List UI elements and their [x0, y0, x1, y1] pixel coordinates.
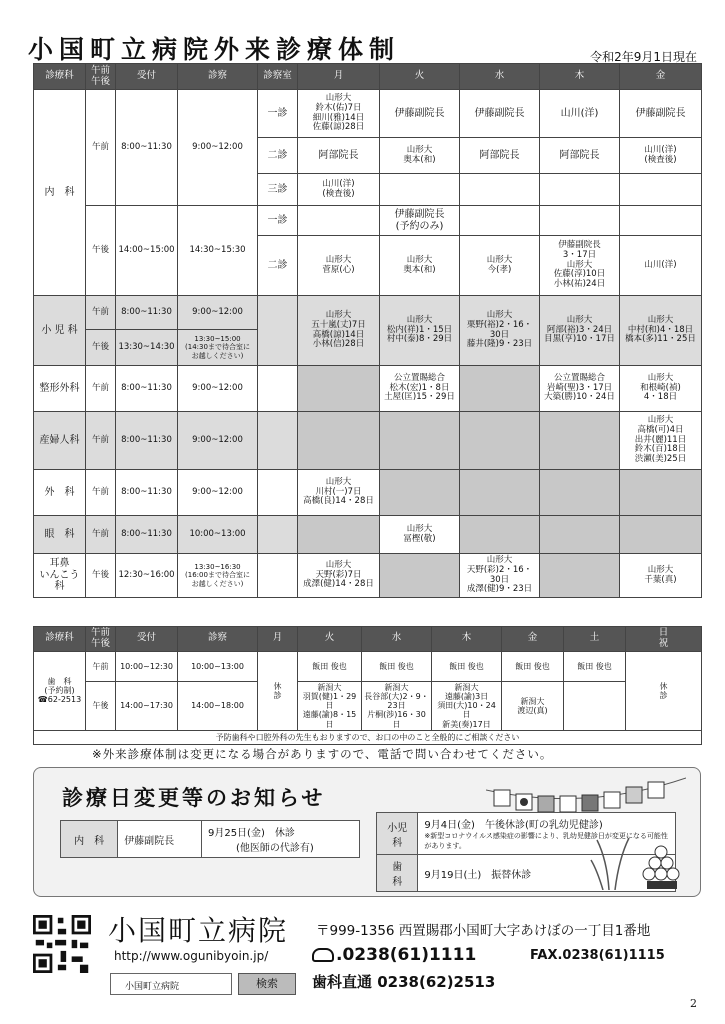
reception-time: 13:30~14:30 [116, 330, 178, 366]
table-row [34, 554, 702, 598]
header-sun: 日 祝 [626, 627, 702, 652]
table-row [34, 296, 702, 330]
schedule-cell: 山川(洋) (検査後) [620, 138, 702, 174]
schedule-cell: 山形大 天野(彩)7日 成澤(健)14・28日 [298, 554, 380, 598]
reception-time: 10:00~12:30 [116, 651, 178, 681]
reception-time: 12:30~16:00 [116, 554, 178, 598]
news-doctor: 伊藤副院長 [118, 821, 202, 858]
dental-note: 予防歯科や口腔外科の先生もおりますので、お口の中のこと全般的にご相談ください [34, 730, 702, 744]
schedule-cell: 山形大 中村(和)4・18日 橋本(多)11・25日 [620, 296, 702, 366]
schedule-cell [564, 681, 626, 730]
qr-code-icon[interactable] [33, 915, 91, 973]
room-label [258, 412, 298, 470]
schedule-cell: 公立置賜総合 松木(宏)1・8日 土屋(匡)15・29日 [380, 366, 460, 412]
reception-time: 8:00~11:30 [116, 366, 178, 412]
schedule-cell: 飯田 俊也 [362, 651, 432, 681]
schedule-cell: 阿部院長 [460, 138, 540, 174]
table-row [34, 730, 702, 744]
schedule-cell: 山形大 和根崎(禎) 4・18日 [620, 366, 702, 412]
table-row [34, 412, 702, 470]
search-input[interactable]: 小国町立病院 [110, 973, 232, 995]
schedule-cell [298, 206, 380, 236]
telephone [312, 945, 476, 965]
dept-shika: 歯 科 (予約制) ☎62-2513 [34, 651, 86, 730]
news-shika-text: 9月19日(土) 振替休診 [418, 855, 676, 892]
schedule-cell: 山形大 奥本(和) [380, 236, 460, 296]
schedule-cell: 山形大 阿部(裕)3・24日 目黒(亨)10・17日 [540, 296, 620, 366]
dept-ganka: 眼 科 [34, 516, 86, 554]
schedule-cell [298, 366, 380, 412]
ampm-label: 午後 [86, 681, 116, 730]
ampm-label: 午前 [86, 296, 116, 330]
news-dept-shika: 歯 科 [377, 855, 418, 892]
schedule-cell: 新潟大 渡辺(真) [502, 681, 564, 730]
news-dept-shonika: 小児科 [377, 813, 418, 855]
table-row [34, 470, 702, 516]
schedule-cell [540, 174, 620, 206]
footer [0, 905, 725, 1024]
schedule-cell: 阿部院長 [298, 138, 380, 174]
schedule-cell [460, 470, 540, 516]
schedule-cell: 飯田 俊也 [432, 651, 502, 681]
schedule-cell: 山形大 冨樫(敬) [380, 516, 460, 554]
news-date: 9月25日(金) 休診 [207, 828, 295, 839]
schedule-cell [460, 366, 540, 412]
schedule-cell: 飯田 俊也 [298, 651, 362, 681]
exam-time: 10:00~13:00 [178, 516, 258, 554]
schedule-cell [620, 516, 702, 554]
dept-geka: 外 科 [34, 470, 86, 516]
header-wed: 水 [460, 64, 540, 90]
header-room: 診察室 [258, 64, 298, 90]
schedule-cell [540, 412, 620, 470]
ampm-label: 午前 [86, 651, 116, 681]
header-ampm: 午前 午後 [86, 64, 116, 90]
table-row [34, 681, 702, 730]
schedule-cell: 伊藤副院長 [620, 90, 702, 138]
header-sat: 土 [564, 627, 626, 652]
schedule-cell [460, 412, 540, 470]
ampm-label: 午前 [86, 366, 116, 412]
telephone-icon [312, 948, 334, 962]
search-button[interactable]: 検索 [238, 973, 296, 995]
schedule-cell [620, 174, 702, 206]
exam-time: 9:00~12:00 [178, 470, 258, 516]
table-row [34, 90, 702, 138]
header-fri: 金 [502, 627, 564, 652]
schedule-cell [298, 516, 380, 554]
dental-schedule-table [33, 626, 702, 745]
schedule-cell: 伊藤副院長 3・17日 山形大 佐藤(淳)10日 小林(祐)24日 [540, 236, 620, 296]
schedule-cell [540, 516, 620, 554]
schedule-cell: 山形大 高橋(可)4日 出井(麗)11日 鈴木(百)18日 渋瀬(美)25日 [620, 412, 702, 470]
room-label [258, 516, 298, 554]
ampm-label: 午後 [86, 554, 116, 598]
room-label [258, 296, 298, 366]
table-header-row [34, 627, 702, 652]
schedule-cell: 山川(洋) [620, 236, 702, 296]
schedule-cell [460, 516, 540, 554]
reception-time: 8:00~11:30 [116, 296, 178, 330]
schedule-cell: 新潟大 羽賀(健)1・29日 遠藤(諭)8・15日 [298, 681, 362, 730]
news-naika-table [60, 820, 360, 858]
ampm-label: 午後 [86, 206, 116, 296]
schedule-cell [460, 174, 540, 206]
schedule-cell: 山形大 今(孝) [460, 236, 540, 296]
reception-time: 8:00~11:30 [116, 470, 178, 516]
exam-time: 9:00~12:00 [178, 366, 258, 412]
schedule-cell: 山川(洋) [540, 90, 620, 138]
room-label: 一診 [258, 206, 298, 236]
exam-time: 9:00~12:00 [178, 296, 258, 330]
ampm-label: 午前 [86, 90, 116, 206]
reception-time: 8:00~11:30 [116, 412, 178, 470]
news-heading: 診療日変更等のお知らせ [62, 786, 326, 810]
table-row [34, 516, 702, 554]
header-mon: 月 [298, 64, 380, 90]
dental-telephone: 歯科直通 0238(62)2513 [312, 973, 496, 991]
exam-time: 10:00~13:00 [178, 651, 258, 681]
schedule-cell: 山形大 菅原(心) [298, 236, 380, 296]
table-row [34, 651, 702, 681]
schedule-cell: 新潟大 長谷部(大)2・9・23日 片桐(渉)16・30日 [362, 681, 432, 730]
change-notice: ※外来診療体制は変更になる場合がありますので、電話で問い合わせてください。 [92, 747, 553, 761]
as-of-date: 令和2年9月1日現在 [590, 50, 697, 64]
schedule-cell [540, 206, 620, 236]
reception-time: 14:00~15:00 [116, 206, 178, 296]
header-wed: 水 [362, 627, 432, 652]
header-tue: 火 [298, 627, 362, 652]
pampas-grass-illustration [589, 830, 684, 890]
ampm-label: 午前 [86, 516, 116, 554]
room-label [258, 366, 298, 412]
reception-time: 8:00~11:30 [116, 516, 178, 554]
header-dept: 診療科 [34, 64, 86, 90]
ampm-label: 午後 [86, 330, 116, 366]
schedule-cell: 山形大 松内(祥)1・15日 村中(泰)8・29日 [380, 296, 460, 366]
schedule-cell [540, 554, 620, 598]
dept-sanfujin: 産婦人科 [34, 412, 86, 470]
room-label: 一診 [258, 90, 298, 138]
schedule-cell [380, 174, 460, 206]
header-fri: 金 [620, 64, 702, 90]
table-row [34, 206, 702, 236]
reception-time: 8:00~11:30 [116, 90, 178, 206]
schedule-cell: 山形大 天野(彩)2・16・30日 成澤(健)9・23日 [460, 554, 540, 598]
schedule-cell [298, 412, 380, 470]
closed-mon: 休 診 [258, 651, 298, 730]
header-exam: 診察 [178, 64, 258, 90]
dept-shonika: 小 児 科 [34, 296, 86, 366]
header-tue: 火 [380, 64, 460, 90]
dept-naika: 内 科 [34, 90, 86, 296]
schedule-cell: 新潟大 遠藤(諭)3日 須田(大)10・24日 新美(奏)17日 [432, 681, 502, 730]
news-dept-naika: 内 科 [61, 821, 118, 858]
fax-number: FAX.0238(61)1115 [530, 948, 665, 963]
telephone-number: .0238(61)1111 [336, 945, 477, 965]
hospital-name: 小国町立病院 [108, 914, 289, 947]
news-shonika-small: ※新型コロナウイルス感染症の影響により、乳幼児健診日が変更になる可能性があります。 [424, 832, 668, 850]
header-thu: 木 [540, 64, 620, 90]
exam-time: 13:30~16:30 (16:00まで待合室に お越しください) [178, 554, 258, 598]
schedule-cell: 山川(洋) (検査後) [298, 174, 380, 206]
website-url[interactable]: http://www.ogunibyoin.jp/ [114, 949, 269, 963]
schedule-cell: 飯田 俊也 [564, 651, 626, 681]
header-exam: 診察 [178, 627, 258, 652]
schedule-cell [540, 470, 620, 516]
exam-time: 9:00~12:00 [178, 412, 258, 470]
reception-time: 14:00~17:30 [116, 681, 178, 730]
exam-time: 14:30~15:30 [178, 206, 258, 296]
schedule-cell: 伊藤副院長 [380, 90, 460, 138]
page-number: 2 [690, 997, 697, 1010]
schedule-cell [460, 206, 540, 236]
exam-time: 13:30~15:00 (14:30まで待合室に お越しください) [178, 330, 258, 366]
header-mon: 月 [258, 627, 298, 652]
exam-time: 9:00~12:00 [178, 90, 258, 206]
schedule-cell: 山形大 千葉(真) [620, 554, 702, 598]
room-label [258, 470, 298, 516]
closed-sun: 休 診 [626, 651, 702, 730]
header-reception: 受付 [116, 627, 178, 652]
schedule-cell: 山形大 川村(一)7日 高橋(良)14・28日 [298, 470, 380, 516]
header-ampm: 午前 午後 [86, 627, 116, 652]
schedule-cell: 飯田 俊也 [502, 651, 564, 681]
schedule-cell: 山形大 鈴木(佑)7日 細川(雅)14日 佐藤(諒)28日 [298, 90, 380, 138]
table-header-row [34, 64, 702, 90]
header-reception: 受付 [116, 64, 178, 90]
header-dept: 診療科 [34, 627, 86, 652]
schedule-cell [620, 206, 702, 236]
address: 〒999-1356 西置賜郡小国町大字あけぼの一丁目1番地 [316, 923, 651, 939]
schedule-cell [380, 470, 460, 516]
schedule-cell: 公立置賜総合 岩崎(聖)3・17日 大築(勝)10・24日 [540, 366, 620, 412]
schedule-cell: 伊藤副院長 [460, 90, 540, 138]
schedule-cell: 阿部院長 [540, 138, 620, 174]
schedule-cell [380, 412, 460, 470]
schedule-cell: 伊藤副院長 (予約のみ) [380, 206, 460, 236]
room-label: 二診 [258, 138, 298, 174]
header-thu: 木 [432, 627, 502, 652]
ampm-label: 午前 [86, 412, 116, 470]
schedule-cell [380, 554, 460, 598]
news-note: (他医師の代診有) [235, 843, 314, 854]
table-row [34, 366, 702, 412]
dept-jibi: 耳鼻 いんこう科 [34, 554, 86, 598]
room-label: 三診 [258, 174, 298, 206]
ampm-label: 午前 [86, 470, 116, 516]
page-title: 小国町立病院外来診療体制 [28, 35, 401, 64]
schedule-cell [620, 470, 702, 516]
news-shonika-text: 9月4日(金) 午後休診(町の乳幼児健診) [424, 820, 603, 831]
outpatient-schedule-table [33, 63, 702, 598]
news-box [33, 767, 701, 897]
schedule-cell: 山形大 奥本(和) [380, 138, 460, 174]
room-label: 二診 [258, 236, 298, 296]
schedule-cell: 山形大 五十嵐(丈)7日 高橋(諒)14日 小林(信)28日 [298, 296, 380, 366]
dept-seikei: 整形外科 [34, 366, 86, 412]
exam-time: 14:00~18:00 [178, 681, 258, 730]
room-label [258, 554, 298, 598]
schedule-cell: 山形大 栗野(裕)2・16・30日 藤井(隆)9・23日 [460, 296, 540, 366]
